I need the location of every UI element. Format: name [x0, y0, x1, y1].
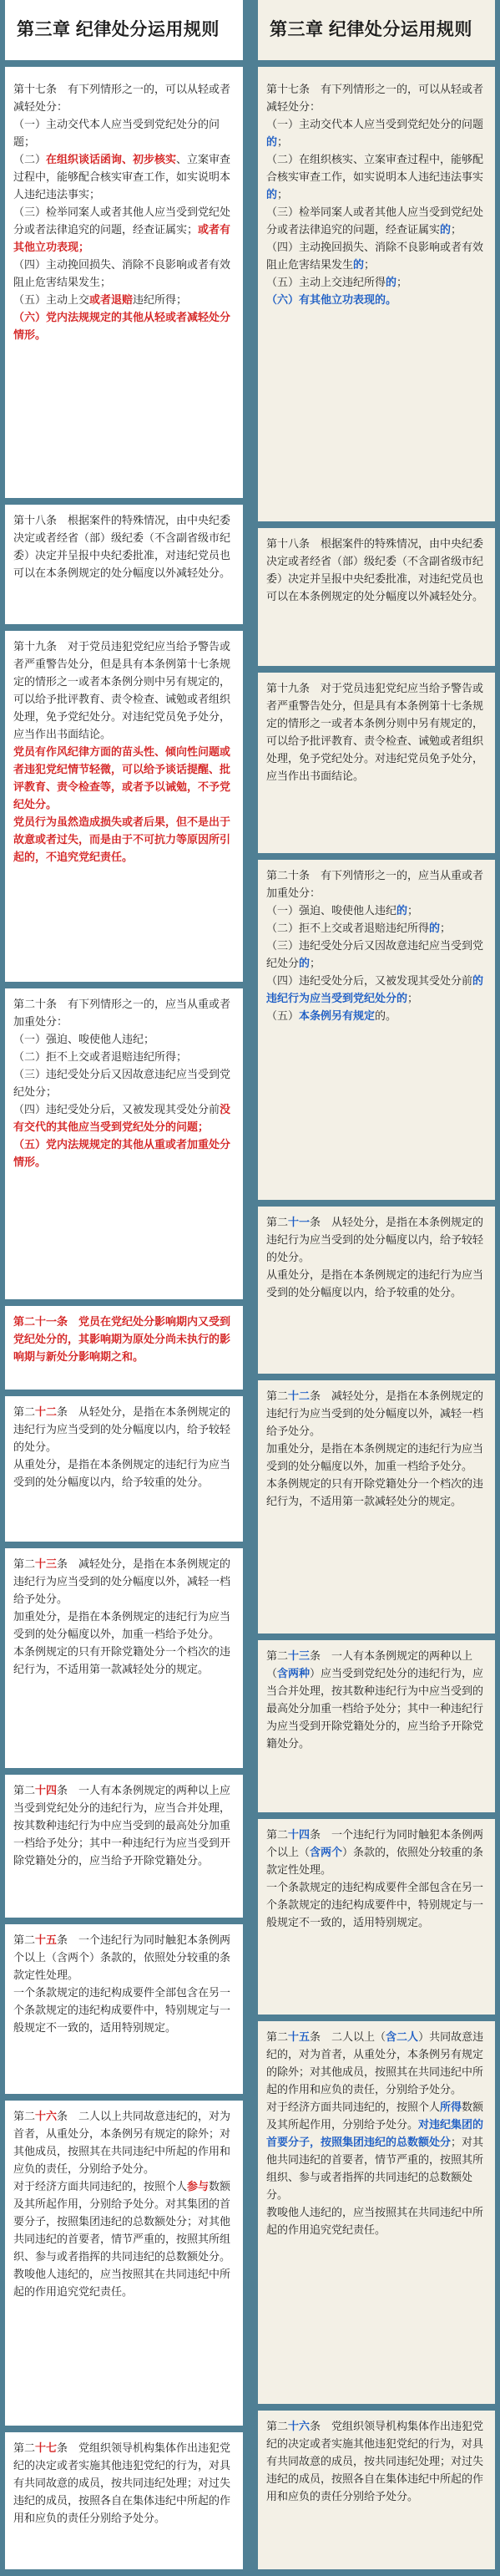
text-run: 含两个: [310, 1846, 343, 1858]
text-run: 第二十条 有下列情形之一的，应当从重或者加重处分：: [13, 998, 231, 1028]
text-run: 条 党组织领导机构集体作出违犯党纪的决定或者实施其他违犯党纪的行为，对具有共同故意的成员，按共同违纪处理；对过失违纪的成员，按照各自在集体违纪中所起的作用和应负的责任分别给予处分。: [266, 2420, 484, 2502]
text-run: ；: [451, 223, 462, 236]
text-run: 的: [266, 188, 278, 201]
text-run: （三）检举同案人或者其他人应当受到党纪处分或者法律追究的问题，经查证属实；: [13, 206, 231, 236]
right-article-paragraph: [266, 1213, 487, 1266]
left-article-section: [5, 1775, 243, 1924]
text-run: 在组织谈话函询、初步核实: [46, 153, 177, 165]
text-run: （四）违纪受处分后，又被发现其受处分前: [13, 1103, 220, 1115]
text-run: （五）主动上交违纪所得: [266, 276, 386, 288]
left-article-paragraph: [13, 1608, 235, 1643]
text-run: （五）党内法规规定的其他从重或者加重处分情形。: [13, 1138, 231, 1168]
right-article-paragraph: [266, 273, 487, 291]
text-run: 条 一个违纪行为同时触犯本条例两个以上（: [266, 1828, 484, 1858]
text-run: （一）强迫、唆使他人违纪: [266, 904, 397, 917]
left-chapter-title: 第三章 纪律处分运用规则: [17, 20, 220, 39]
text-run: 没有交代的其他应当受到党纪处分的问题；: [13, 1103, 231, 1133]
text-run: 第二: [13, 1933, 36, 1946]
text-run: 条 减轻处分，是指在本条例规定的违纪行为应当受到的处分幅度以外，减轻一档给予处分。: [13, 1557, 231, 1605]
text-run: （五）主动上交: [13, 293, 90, 306]
text-run: 一个条款规定的违纪构成要件全部包含在另一个条款规定的违纪构成要件中，特别规定与一般规定不一致的，适用特别规定。: [266, 1881, 484, 1928]
text-run: （三）违纪受处分后又因故意违纪应当受到党纪处分: [266, 939, 484, 969]
text-run: 对于经济方面共同违纪的，按照个人: [266, 2101, 441, 2113]
text-run: ；对其他共同违纪的首要者，情节严重的，按照其所组织、参与或者指挥的共同违纪的总数额处分。: [266, 2136, 484, 2201]
text-run: 第二: [266, 2030, 289, 2043]
text-run: ）条款的，依照处分较重的条款定性处理。: [266, 1846, 484, 1876]
text-run: 第二十条 有下列情形之一的，应当从重或者加重处分：: [266, 869, 484, 899]
text-run: 第二: [266, 1828, 289, 1841]
left-article-section: [5, 1548, 243, 1775]
right-article-section: [258, 1819, 495, 2021]
text-run: ；: [364, 258, 376, 271]
text-run: 十七: [35, 2441, 58, 2454]
text-run: 加重处分，是指在本条例规定的违纪行为应当受到的处分幅度以外，加重一档给予处分。: [13, 1610, 231, 1640]
right-article-paragraph: [266, 1007, 487, 1024]
left-article-paragraph: [13, 1643, 235, 1678]
text-run: ；: [407, 992, 419, 1004]
text-run: 的: [429, 922, 441, 934]
text-run: ；: [277, 135, 289, 148]
left-article-paragraph: [13, 2265, 235, 2300]
left-article-paragraph: [13, 2107, 235, 2177]
left-article-paragraph: [13, 203, 235, 256]
text-run: 含二人: [386, 2030, 419, 2043]
left-article-section: [5, 74, 243, 505]
text-run: 教唆他人违纪的，应当按照其在共同违纪中所起的作用追究党纪责任。: [266, 2206, 484, 2236]
left-article-section: [5, 1396, 243, 1548]
text-run: （三）检举同案人或者其他人应当受到党纪处分或者法律追究的问题，经查证属实: [266, 206, 484, 236]
text-run: （四）违纪受处分后，又被发现其受处分前: [266, 974, 473, 987]
right-column-new-text: [258, 0, 495, 2574]
text-run: 的: [266, 135, 278, 148]
left-article-paragraph: [13, 511, 235, 582]
left-article-paragraph: [13, 1456, 235, 1491]
left-article-paragraph: [13, 1781, 235, 1869]
left-column-old-text: [5, 0, 243, 2574]
text-run: 对于经济方面共同违纪的，按照个人: [13, 2180, 188, 2192]
left-article-paragraph: [13, 2439, 235, 2527]
text-run: 第十八条 根据案件的特殊情况，由中央纪委决定或者经省（部）级纪委（不含副省级市纪委）决定并呈报中央纪委批准，对违纪党员也可以在本条例规定的处分幅度以外减轻处分。: [266, 537, 484, 602]
right-article-paragraph: [266, 535, 487, 605]
text-run: 党员行为虽然造成损失或者后果，但不是出于故意或者过失，而是由于不可抗力等原因所引起的，不追究党纪责任。: [13, 815, 231, 863]
text-run: 十三: [35, 1557, 58, 1570]
text-run: ；: [407, 904, 419, 917]
left-article-paragraph: [13, 995, 235, 1030]
left-article-section: [5, 1306, 243, 1396]
text-run: 的: [396, 904, 408, 917]
text-run: 十一: [288, 1216, 311, 1228]
text-run: （一）主动交代本人应当受到党纪处分的问题: [266, 118, 484, 130]
right-article-paragraph: [266, 2098, 487, 2203]
text-run: 第二十一条 党员在党纪处分影响期内又受到党纪处分的，其影响期为原处分尚未执行的影响期与新处分影响期之和。: [13, 1315, 231, 1363]
text-run: 含两种: [277, 1667, 311, 1679]
text-run: 第二: [13, 2441, 36, 2454]
text-run: 或者退赔: [89, 293, 134, 306]
left-article-section: [5, 2101, 243, 2432]
text-run: 十四: [35, 1784, 58, 1796]
text-run: 条 一人有本条例规定的两种以上（: [266, 1649, 473, 1679]
text-run: 第二: [266, 1390, 289, 1402]
text-run: 条 一个违纪行为同时触犯本条例两个以上（含两个）条款的，依照处分较重的条款定性处理。: [13, 1933, 231, 1981]
text-run: 本条例规定的只有开除党籍处分一个档次的违纪行为，不适用第一款减轻处分的规定。: [266, 1477, 484, 1507]
text-run: 的。: [375, 1009, 397, 1022]
text-run: 第二: [266, 2420, 289, 2432]
text-run: 参与: [187, 2180, 210, 2192]
text-run: 第二: [266, 1649, 289, 1662]
right-article-paragraph: [266, 972, 487, 1007]
right-article-paragraph: [266, 2028, 487, 2098]
left-article-section: [5, 1924, 243, 2101]
right-article-paragraph: [266, 1266, 487, 1301]
text-run: 十二: [288, 1390, 311, 1402]
text-run: 的: [440, 223, 452, 236]
text-run: 条 从轻处分，是指在本条例规定的违纪行为应当受到的处分幅度以内，给予较轻的处分。: [266, 1216, 484, 1263]
right-article-paragraph: [266, 1878, 487, 1931]
text-run: 十三: [288, 1649, 311, 1662]
text-run: 十六: [288, 2420, 311, 2432]
text-run: 第十九条 对于党员违犯党纪应当给予警告或者严重警告处分，但是具有本条例第十七条规定的情形之一或者本条例分则中另有规定的，可以给予批评教育、责令检查、诫勉或者组织处理，免予党纪处分。对违纪党员免予处分，应当作出书面结论。: [13, 640, 231, 740]
left-article-section: [5, 2432, 243, 2576]
text-run: 条 二人以上（: [310, 2030, 386, 2043]
right-article-paragraph: [266, 1826, 487, 1878]
right-article-paragraph: [266, 902, 487, 919]
left-article-paragraph: [13, 1984, 235, 2036]
text-run: 一个条款规定的违纪构成要件全部包含在另一个条款规定的违纪构成要件中，特别规定与一般规定不一致的，适用特别规定。: [13, 1986, 231, 2034]
left-article-paragraph: [13, 1313, 235, 1365]
text-run: （二）拒不上交或者退赔违纪所得: [266, 922, 430, 934]
left-article-paragraph: [13, 2177, 235, 2265]
left-article-paragraph: [13, 638, 235, 743]
text-run: 十五: [288, 2030, 311, 2043]
text-run: 加重处分，是指在本条例规定的违纪行为应当受到的处分幅度以外，加重一档给予处分。: [266, 1442, 484, 1472]
text-run: 教唆他人违纪的，应当按照其在共同违纪中所起的作用追究党纪责任。: [13, 2268, 231, 2298]
text-run: 所得: [440, 2101, 462, 2113]
text-run: （二）拒不上交或者退赔违纪所得；: [13, 1050, 188, 1063]
right-article-section: [258, 528, 495, 673]
text-run: 十四: [288, 1828, 311, 1841]
right-article-paragraph: [266, 919, 487, 937]
right-article-paragraph: [266, 679, 487, 785]
text-run: 的违纪行为应当受到党纪处分的: [266, 974, 484, 1004]
left-article-paragraph: [13, 813, 235, 866]
right-header: [258, 0, 495, 67]
right-article-paragraph: [266, 1440, 487, 1475]
right-article-paragraph: [266, 150, 487, 203]
text-run: （一）强迫、唆使他人违纪；: [13, 1033, 155, 1045]
text-run: 本条例规定的只有开除党籍处分一个档次的违纪行为，不适用第一款减轻处分的规定。: [13, 1645, 231, 1675]
right-article-paragraph: [266, 80, 487, 115]
right-article-paragraph: [266, 291, 487, 308]
text-run: ）应当受到党纪处分的违纪行为，应当合并处理，按其数种违纪行为中应当受到的最高处分加重一档给予处分；其中一种违纪行为应当受到开除党籍处分的，应当给予开除党籍处分。: [266, 1667, 484, 1750]
left-article-section: [5, 988, 243, 1306]
left-article-paragraph: [13, 1100, 235, 1136]
text-run: 对违纪集团的首要分子，按照集团违纪的总数额处分: [266, 2118, 484, 2148]
left-article-paragraph: [13, 1931, 235, 1984]
text-run: 十五: [35, 1933, 58, 1946]
left-article-paragraph: [13, 1048, 235, 1065]
text-run: 条 党组织领导机构集体作出违犯党纪的决定或者实施其他违犯党纪的行为，对具有共同故意的成员，按共同违纪处理；对过失违纪的成员，按照各自在集体违纪中所起的作用和应负的责任分别给予处分。: [13, 2441, 231, 2524]
text-run: 的: [353, 258, 365, 271]
right-article-paragraph: [266, 866, 487, 902]
right-article-paragraph: [266, 1647, 487, 1752]
left-article-paragraph: [13, 1555, 235, 1608]
left-article-paragraph: [13, 1136, 235, 1171]
left-article-paragraph: [13, 1030, 235, 1048]
text-run: 数额及其所起作用，分别给予处分。对其集团的首要分子，按照集团违纪的总数额处分；对其他共同违纪的首要者，情节严重的，按照其所组织、参与或者指挥的共同违纪的总数额处分。: [13, 2180, 231, 2263]
text-run: （一）主动交代本人应当受到党纪处分的问题；: [13, 118, 220, 148]
right-article-paragraph: [266, 2417, 487, 2505]
left-article-section: [5, 631, 243, 988]
right-article-section: [258, 74, 495, 528]
text-run: 第二: [13, 1405, 36, 1418]
text-run: 或者有其他立功表现；: [13, 223, 231, 253]
right-article-paragraph: [266, 238, 487, 273]
text-run: 条 从轻处分，是指在本条例规定的违纪行为应当受到的处分幅度以内，给予较轻的处分。: [13, 1405, 231, 1453]
right-article-section: [258, 860, 495, 1207]
text-run: 的: [299, 957, 311, 969]
right-article-section: [258, 1380, 495, 1640]
right-article-paragraph: [266, 937, 487, 972]
text-run: （六）党内法规规定的其他从轻或者减轻处分情形。: [13, 311, 231, 341]
left-header: [5, 0, 243, 67]
text-run: 、立案审查过程中，能够配合核实审查工作，如实说明本人违纪违法事实；: [13, 153, 231, 201]
right-article-paragraph: [266, 115, 487, 150]
text-run: 十二: [35, 1405, 58, 1418]
right-article-paragraph: [266, 2203, 487, 2238]
left-article-paragraph: [13, 80, 235, 115]
text-run: 十六: [35, 2110, 58, 2122]
text-run: 从重处分，是指在本条例规定的违纪行为应当受到的处分幅度以内，给予较重的处分。: [266, 1268, 484, 1298]
left-article-paragraph: [13, 256, 235, 291]
text-run: 条 二人以上共同故意违纪的，对为首者，从重处分，本条例另有规定的除外；对其他成员，按照其在共同违纪中所起的作用和应负的责任，分别给予处分。: [13, 2110, 231, 2175]
right-article-section: [258, 673, 495, 860]
text-run: 第十七条 有下列情形之一的，可以从轻或者减轻处分：: [13, 83, 231, 113]
text-run: 党员有作风纪律方面的苗头性、倾向性问题或者违犯党纪情节轻微，可以给予谈话提醒、批评教育、责令检查等，或者予以诫勉，不予党纪处分。: [13, 745, 231, 810]
text-run: 第十八条 根据案件的特殊情况，由中央纪委决定或者经省（部）级纪委（不含副省级市纪委）决定并呈报中央纪委批准，对违纪党员也可以在本条例规定的处分幅度以外减轻处分。: [13, 514, 231, 579]
text-run: 第十九条 对于党员违犯党纪应当给予警告或者严重警告处分，但是具有本条例第十七条规定的情形之一或者本条例分则中另有规定的，可以给予批评教育、责令检查、诫勉或者组织处理，免予党纪处分。对违纪党员免予处分，应当作出书面结论。: [266, 682, 484, 782]
left-article-paragraph: [13, 115, 235, 150]
text-run: 的: [386, 276, 397, 288]
left-article-paragraph: [13, 150, 235, 203]
text-run: 条 一人有本条例规定的两种以上应当受到党纪处分的违纪行为，应当合并处理，按其数种违纪行为中应当受到的最高处分加重一档给予处分；其中一种违纪行为应当受到开除党籍处分的，应当给予开除党籍处分。: [13, 1784, 231, 1867]
left-article-paragraph: [13, 291, 235, 308]
text-run: 第二: [13, 1557, 36, 1570]
text-run: ）共同故意违纪的，对为首者，从重处分，本条例另有规定的除外；对其他成员，按照其在共同违纪中所起的作用和应负的责任，分别给予处分。: [266, 2030, 484, 2096]
right-chapter-title: 第三章 纪律处分运用规则: [270, 20, 472, 39]
right-article-paragraph: [266, 203, 487, 238]
right-article-paragraph: [266, 1475, 487, 1510]
text-run: （五）: [266, 1009, 300, 1022]
text-run: ；: [396, 276, 408, 288]
text-run: ；: [440, 922, 452, 934]
left-article-paragraph: [13, 1065, 235, 1100]
text-run: 从重处分，是指在本条例规定的违纪行为应当受到的处分幅度以内，给予较重的处分。: [13, 1458, 231, 1488]
text-run: （四）主动挽回损失、消除不良影响或者有效阻止危害结果发生: [266, 241, 484, 271]
text-run: （六）有其他立功表现的。: [266, 293, 397, 306]
text-run: 第十七条 有下列情形之一的，可以从轻或者减轻处分：: [266, 83, 484, 113]
text-run: 第二: [13, 1784, 36, 1796]
text-run: 第二: [266, 1216, 289, 1228]
right-article-paragraph: [266, 1387, 487, 1440]
right-article-section: [258, 1207, 495, 1380]
text-run: ；: [310, 957, 321, 969]
left-article-paragraph: [13, 308, 235, 343]
right-article-section: [258, 2411, 495, 2576]
right-article-section: [258, 1640, 495, 1819]
text-run: （二）: [13, 153, 47, 165]
text-run: （三）违纪受处分后又因故意违纪应当受到党纪处分；: [13, 1068, 231, 1098]
text-run: （二）在组织核实、立案审查过程中，能够配合核实审查工作，如实说明本人违纪违法事实: [266, 153, 484, 183]
text-run: 本条例另有规定: [299, 1009, 376, 1022]
text-run: ；: [277, 188, 289, 201]
text-run: 数额及其所起作用，分别给予处分。: [266, 2101, 484, 2131]
left-article-paragraph: [13, 1403, 235, 1456]
text-run: 第二: [13, 2110, 36, 2122]
left-article-section: [5, 505, 243, 631]
text-run: 条 减轻处分，是指在本条例规定的违纪行为应当受到的处分幅度以外，减轻一档给予处分。: [266, 1390, 484, 1437]
text-run: 违纪所得；: [133, 293, 188, 306]
right-article-section: [258, 2021, 495, 2411]
left-article-paragraph: [13, 743, 235, 813]
text-run: （四）主动挽回损失、消除不良影响或者有效阻止危害结果发生；: [13, 258, 231, 288]
